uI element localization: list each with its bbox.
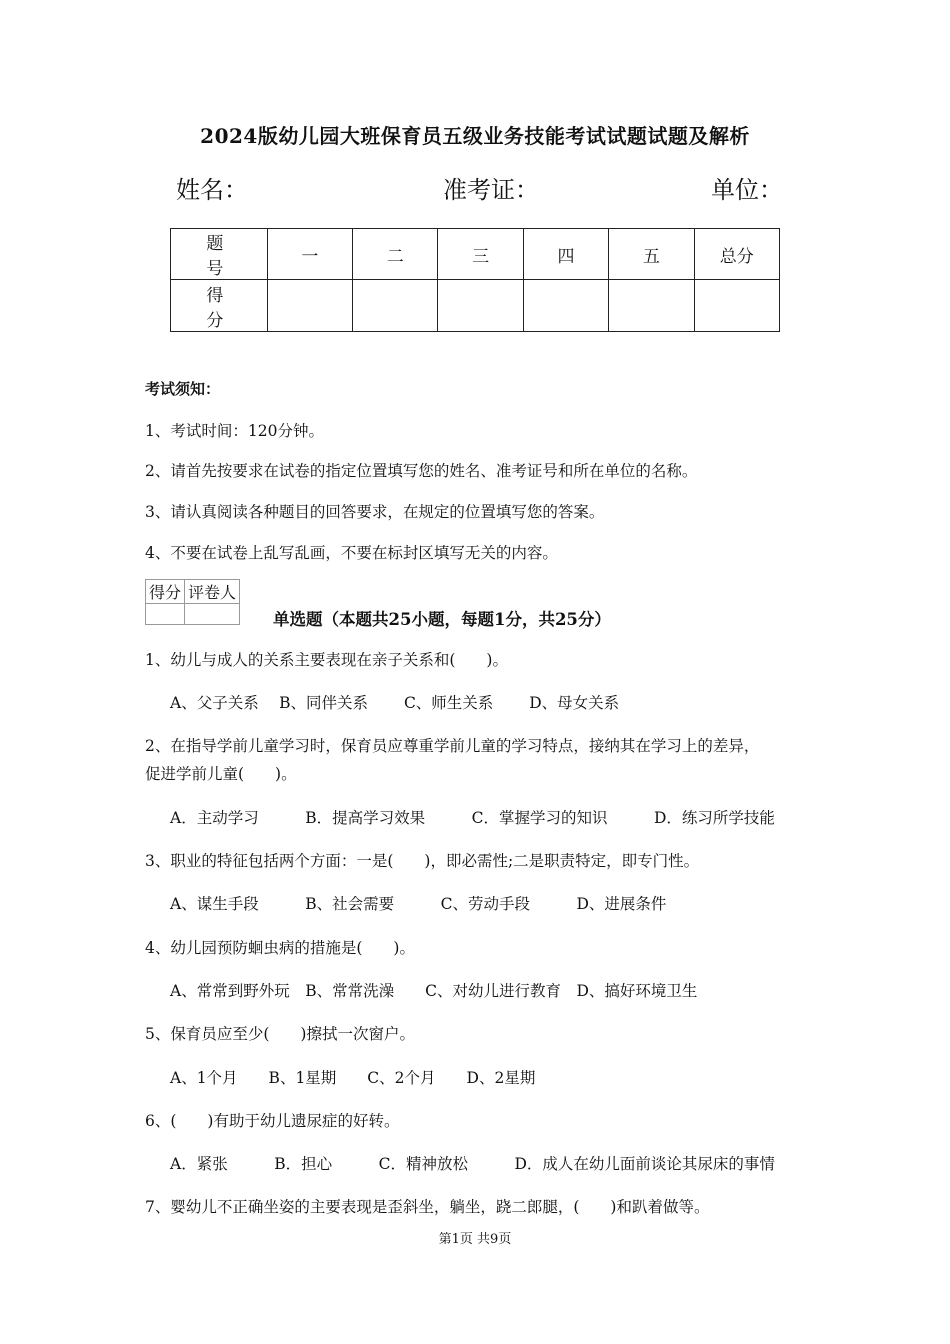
unit-field-label: 单位： [711, 176, 783, 204]
question-options: A、谋生手段 B、社会需要 C、劳动手段 D、进展条件 [170, 895, 667, 913]
page-title: 2024版幼儿园大班保育员五级业务技能考试试题试题及解析 [200, 124, 750, 148]
section-heading: 单选题（本题共25小题，每题1分，共25分） [273, 610, 611, 629]
page-footer: 第1页 共9页 [438, 1232, 512, 1247]
question-options: A．紧张 B．担心 C．精神放松 D．成人在幼儿面前谈论其尿床的事情 [170, 1155, 775, 1173]
question-options: A、1个月 B、1星期 C、2个月 D、2星期 [170, 1069, 536, 1087]
grader-box-grader-label: 评卷人 [185, 580, 240, 604]
score-table [170, 228, 780, 332]
question-text-continued: 促进学前儿童( )。 [145, 765, 297, 783]
score-table-score-row [171, 280, 780, 332]
name-field-label: 姓名： [176, 176, 248, 204]
question-text: 1、幼儿与成人的关系主要表现在亲子关系和( )。 [145, 651, 508, 669]
score-table-header-cell: 总分 [694, 229, 779, 280]
grader-box-score-cell [146, 604, 185, 625]
score-table-header-cell: 一 [267, 229, 352, 280]
score-table-header-cell: 四 [523, 229, 608, 280]
score-cell [438, 280, 523, 332]
question-options: A、常常到野外玩 B、常常洗澡 C、对幼儿进行教育 D、搞好环境卫生 [170, 982, 698, 1000]
candidate-fields [0, 170, 950, 206]
question-text: 7、婴幼儿不正确坐姿的主要表现是歪斜坐，躺坐，跷二郎腿，( )和趴着做等。 [145, 1198, 710, 1216]
notice-title: 考试须知： [145, 380, 221, 398]
score-cell [267, 280, 352, 332]
notice-item: 1、考试时间：120分钟。 [145, 422, 324, 440]
score-table-row-label: 得 分 [171, 280, 268, 332]
question-options: A、父子关系 B、同伴关系 C、师生关系 D、母女关系 [170, 694, 620, 712]
grader-box [145, 579, 240, 625]
score-cell [353, 280, 438, 332]
score-table-header-row [171, 229, 780, 280]
score-table-header-cell: 三 [438, 229, 523, 280]
question-text: 5、保育员应至少( )擦拭一次窗户。 [145, 1025, 415, 1043]
score-table-header-cell: 五 [609, 229, 694, 280]
grader-box-grader-cell [185, 604, 240, 625]
notice-item: 2、请首先按要求在试卷的指定位置填写您的姓名、准考证号和所在单位的名称。 [145, 462, 698, 480]
score-table-header-cell: 二 [353, 229, 438, 280]
question-text: 2、在指导学前儿童学习时，保育员应尊重学前儿童的学习特点，接纳其在学习上的差异， [145, 737, 760, 755]
grader-box-score-label: 得分 [146, 580, 185, 604]
exam-id-field-label: 准考证： [443, 176, 539, 204]
score-cell [609, 280, 694, 332]
question-text: 6、( )有助于幼儿遗尿症的好转。 [145, 1112, 400, 1130]
score-table-header-label: 题 号 [171, 229, 268, 280]
question-options: A．主动学习 B．提高学习效果 C．掌握学习的知识 D．练习所学技能 [170, 809, 775, 827]
notice-item: 3、请认真阅读各种题目的回答要求，在规定的位置填写您的答案。 [145, 503, 605, 521]
question-text: 4、幼儿园预防蛔虫病的措施是( )。 [145, 939, 415, 957]
notice-item: 4、不要在试卷上乱写乱画，不要在标封区填写无关的内容。 [145, 544, 558, 562]
score-cell [694, 280, 779, 332]
score-cell [523, 280, 608, 332]
question-text: 3、职业的特征包括两个方面：一是( )，即必需性;二是职责特定，即专门性。 [145, 852, 700, 870]
